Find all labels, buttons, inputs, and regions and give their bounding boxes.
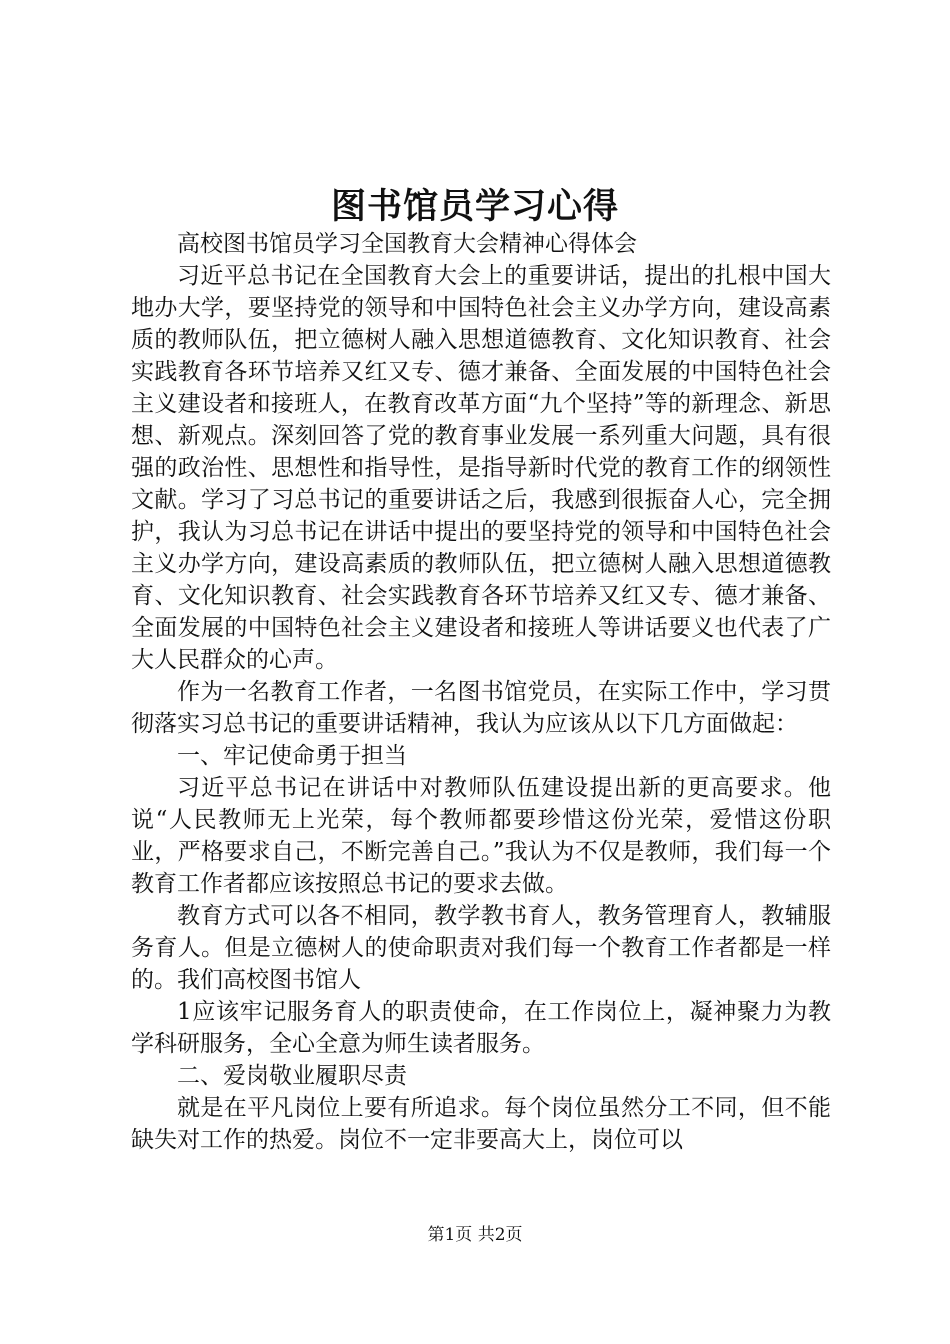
body-paragraph: 习近平总书记在讲话中对教师队伍建设提出新的更高要求。他说“人民教师无上光荣，每个教师都要珍惜这份光荣，爱惜这份职业，严格要求自己，不断完善自己。”我认为不仅是教师，我们每一个教育工作者都应该按照总书记的要求去做。: [131, 775, 831, 897]
body-paragraph: 1应该牢记服务育人的职责使命，在工作岗位上，凝神聚力为教学科研服务，全心全意为师生读者服务。: [131, 999, 831, 1057]
document-body: [131, 228, 831, 1156]
body-paragraph: 教育方式可以各不相同，教学教书育人，教务管理育人，教辅服务育人。但是立德树人的使命职责对我们每一个教育工作者都是一样的。我们高校图书馆人: [131, 903, 831, 993]
section-heading: 二、爱岗敬业履职尽责: [177, 1063, 407, 1089]
section-heading: 一、牢记使命勇于担当: [177, 743, 407, 769]
body-paragraph: 习近平总书记在全国教育大会上的重要讲话，提出的扎根中国大地办大学，要坚持党的领导和中国特色社会主义办学方向，建设高素质的教师队伍，把立德树人融入思想道德教育、文化知识教育、社会实践教育各环节培养又红又专、德才兼备、全面发展的中国特色社会主义建设者和接班人，在教育改革方面“九个坚持”等的新理念、新思想、新观点。深刻回答了党的教育事业发展一系列重大问题，具有很强的政治性、思想性和指导性，是指导新时代党的教育工作的纲领性文献。学习了习总书记的重要讲话之后，我感到很振奋人心，完全拥护，我认为习总书记在讲话中提出的要坚持党的领导和中国特色社会主义办学方向，建设高素质的教师队伍，把立德树人融入思想道德教育、文化知识教育、社会实践教育各环节培养又红又专、德才兼备、全面发展的中国特色社会主义建设者和接班人等讲话要义也代表了广大人民群众的心声。: [131, 263, 831, 673]
page-title: 图书馆员学习心得: [330, 186, 619, 227]
body-paragraph: 作为一名教育工作者，一名图书馆党员，在实际工作中，学习贯彻落实习总书记的重要讲话精神，我认为应该从以下几方面做起：: [131, 679, 831, 737]
page-number-footer: 第1页 共2页: [427, 1225, 523, 1245]
body-paragraph: 就是在平凡岗位上要有所追求。每个岗位虽然分工不同，但不能缺失对工作的热爱。岗位不一定非要高大上，岗位可以: [131, 1095, 831, 1153]
subtitle-paragraph: 高校图书馆员学习全国教育大会精神心得体会: [177, 231, 637, 257]
